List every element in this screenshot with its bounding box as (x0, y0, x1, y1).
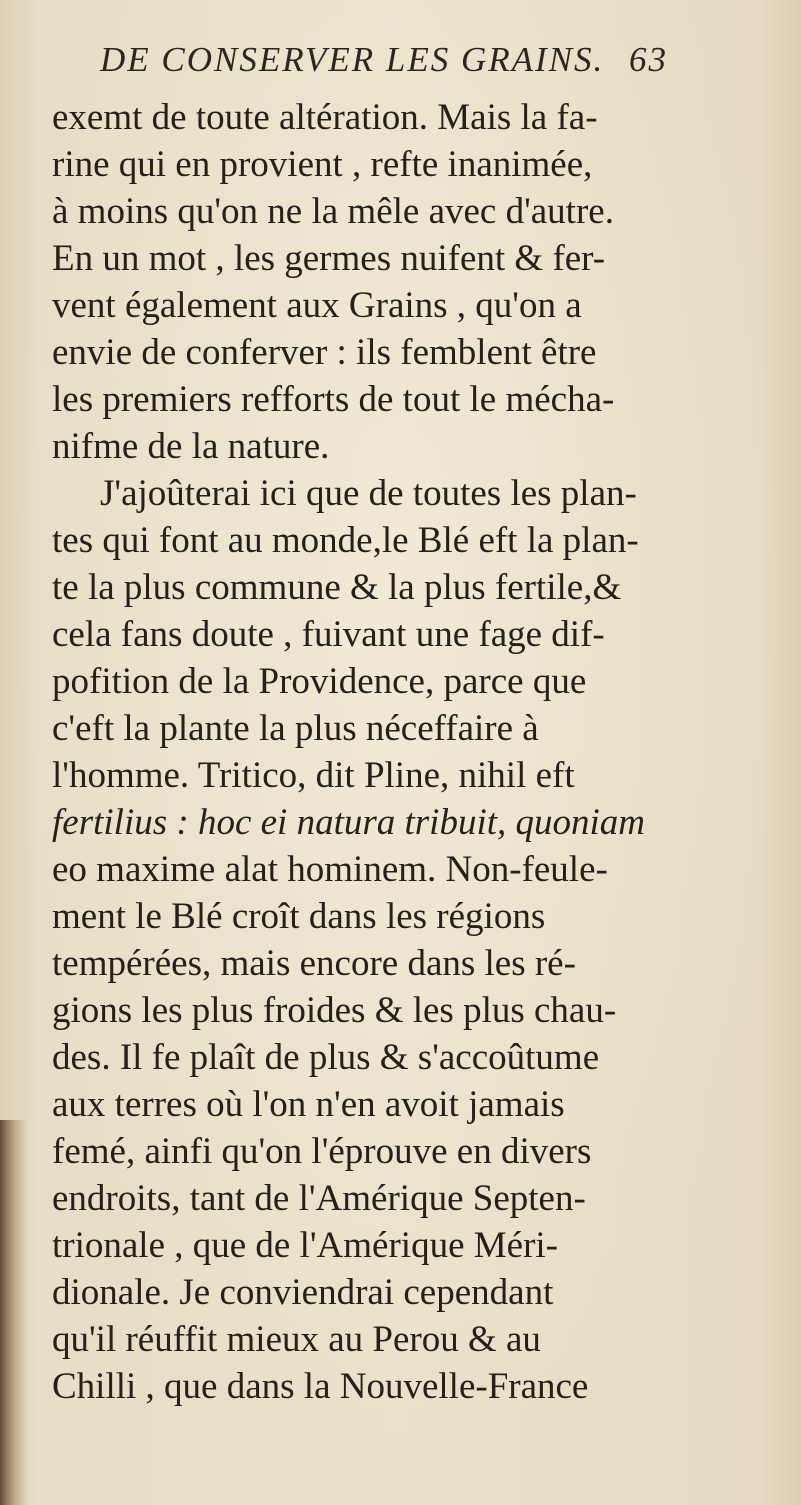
text-line: pofition de la Providence, parce que (52, 661, 587, 702)
text-line: endroits, tant de l'Amérique Septen- (52, 1178, 586, 1219)
text-line: J'ajoûterai ici que de toutes les plan- (100, 473, 637, 514)
text-line: rine qui en provient , refte inanimée, (52, 144, 593, 185)
text-line: te la plus commune & la plus fertile,& (52, 567, 622, 608)
running-title: DE CONSERVER LES GRAINS. (100, 40, 605, 79)
text-line: c'eft la plante la plus néceffaire à (52, 708, 539, 749)
text-line: Chilli , que dans la Nouvelle-France (52, 1366, 589, 1407)
text-line: aux terres où l'on n'en avoit jamais (52, 1084, 565, 1125)
text-line: qu'il réuffit mieux au Perou & au (52, 1319, 541, 1360)
text-line: femé, ainfi qu'on l'éprouve en divers (52, 1131, 592, 1172)
text-line-latin: fertilius : hoc ei natura tribuit, quoniam (52, 802, 646, 843)
text-line: eo maxime alat hominem. Non-feule- (52, 849, 608, 890)
text-line: à moins qu'on ne la mêle avec d'autre. (52, 191, 614, 232)
text-line: vent également aux Grains , qu'on a (52, 285, 582, 326)
text-line: les premiers refforts de tout le mécha- (52, 379, 615, 420)
text-line: tes qui font au monde,le Blé eft la plan- (52, 520, 639, 561)
text-line: envie de conferver : ils femblent être (52, 332, 597, 373)
text-line: exemt de toute altération. Mais la fa- (52, 97, 598, 138)
text-line: tempérées, mais encore dans les ré- (52, 943, 576, 984)
text-line: dionale. Je conviendrai cependant (52, 1272, 554, 1313)
text-line: cela fans doute , fuivant une fage dif- (52, 614, 605, 655)
text-line: des. Il fe plaît de plus & s'accoûtume (52, 1037, 600, 1078)
running-head (100, 40, 740, 80)
page-edge-shadow (0, 1120, 28, 1505)
text-line: En un mot , les germes nuifent & fer- (52, 238, 606, 279)
text-line: l'homme. Tritico, dit Pline, nihil eft (52, 755, 575, 796)
page-number: 63 (629, 40, 669, 79)
text-line: gions les plus froides & les plus chau- (52, 990, 617, 1031)
text-line: nifme de la nature. (52, 426, 330, 467)
text-line: ment le Blé croît dans les régions (52, 896, 546, 937)
text-line: trionale , que de l'Amérique Méri- (52, 1225, 558, 1266)
